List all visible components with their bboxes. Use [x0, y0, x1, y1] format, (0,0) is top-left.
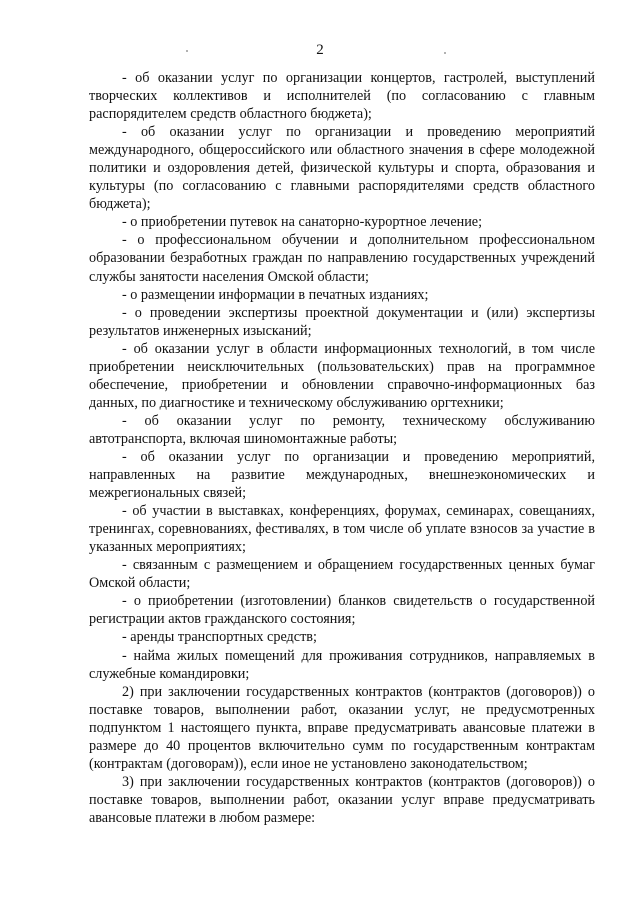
scan-speck: [186, 50, 188, 52]
document-body: [89, 69, 595, 827]
paragraph-vehicle-repair: - об оказании услуг по ремонту, техническому обслуживанию автотранспорта, включая шиномонтажные работы;: [89, 412, 595, 447]
paragraph-it-services: - об оказании услуг в области информационных технологий, в том числе приобретении неисключительных (пользовательских) прав на программное обеспечение, приобретении и обновлении справочно-информационных баз данных, по диагностике и техническому обслуживанию оргтехники;: [89, 340, 595, 411]
paragraph-design-expertise: - о проведении экспертизы проектной документации и (или) экспертизы результатов инженерных изысканий;: [89, 304, 595, 339]
paragraph-vehicle-rental: - аренды транспортных средств;: [122, 629, 317, 646]
paragraph-registry-forms: - о приобретении (изготовлении) бланков свидетельств о государственной регистрации актов гражданского состояния;: [89, 593, 595, 628]
paragraph-housing-rental: - найма жилых помещений для проживания сотрудников, направляемых в служебные командировки;: [89, 647, 595, 682]
paragraph-professional-training: - о профессиональном обучении и дополнительном профессиональном образовании безработных граждан по направлению государственных учреждений службы занятости населения Омской области;: [89, 232, 595, 285]
paragraph-international-relations: - об оказании услуг по организации и проведению мероприятий, направленных на развитие международных, внешнеэкономических и межрегиональных связей;: [89, 448, 595, 502]
paragraph-item-2-advance-40: 2) при заключении государственных контрактов (контрактов (договоров)) о поставке товаров, выполнении работ, оказании услуг, не предусмотренных подпунктом 1 настоящего пункта, вправе предусматривать авансовые платежи в размере до 40 процентов включительно сумм по государственным контрактам (контрактам (договорам)), если иное не установлено законодательством;: [89, 683, 595, 772]
scan-speck: [444, 52, 446, 54]
paragraph-item-3-advance-any: 3) при заключении государственных контрактов (контрактов (договоров)) о поставке товаров, выполнении работ, оказании услуг вправе предусматривать авансовые платежи в любом размере:: [89, 773, 595, 826]
paragraph-exhibitions: - об участии в выставках, конференциях, форумах, семинарах, совещаниях, тренингах, соревнованиях, фестивалях, в том числе об уплате взносов за участие в указанных мероприятиях;: [89, 503, 595, 556]
paragraph-securities: - связанным с размещением и обращением государственных ценных бумаг Омской области;: [89, 557, 595, 592]
paragraph-events-youth-sport: - об оказании услуг по организации и проведению мероприятий международного, общероссийского или областного значения в сфере молодежной политики и оздоровления детей, физической культуры и спорта, образования и культуры (по согласованию с главными распорядителями средств областного бюджета);: [89, 124, 595, 213]
paragraph-concerts: - об оказании услуг по организации концертов, гастролей, выступлений творческих коллективов и исполнителей (по согласованию с главным распорядителем средств областного бюджета);: [89, 70, 595, 123]
paragraph-sanatorium-vouchers: - о приобретении путевок на санаторно-курортное лечение;: [122, 214, 483, 231]
page-number: 2: [316, 42, 324, 58]
paragraph-print-publications: - о размещении информации в печатных изданиях;: [122, 286, 429, 303]
